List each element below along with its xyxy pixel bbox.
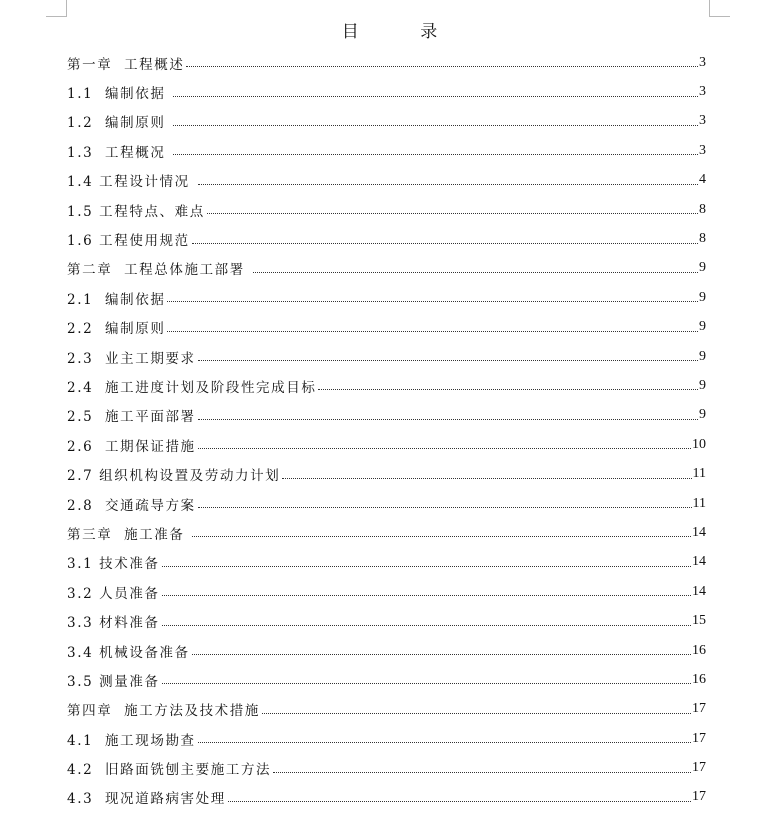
toc-entry-label: 1.2 编制原则 [67,115,172,132]
crop-mark-top-right-vertical [709,0,710,16]
toc-entry[interactable] [67,665,706,694]
toc-entry[interactable] [67,77,706,106]
toc-entry[interactable] [67,724,706,753]
crop-mark-top-left-vertical [66,0,67,16]
toc-entry-page-number: 9 [699,260,706,276]
toc-entry-label: 2.2 编制原则 [67,321,166,338]
toc-entry-label: 第四章 施工方法及技术措施 [67,703,260,720]
toc-entry-label: 3.2 人员准备 [67,585,160,602]
toc-entry[interactable] [67,371,706,400]
toc-entry-page-number: 9 [699,319,706,335]
toc-entry-label: 4.3 现况道路病害处理 [67,791,226,808]
toc-entry[interactable] [67,548,706,577]
toc-entry-label: 1.3 工程概况 [67,144,172,161]
toc-entry-label: 2.8 交通疏导方案 [67,497,196,514]
toc-entry[interactable] [67,224,706,253]
toc-entry-label: 2.6 工期保证措施 [67,438,196,455]
toc-dot-leader [198,507,692,508]
toc-dot-leader [173,125,698,126]
toc-dot-leader [198,184,698,185]
toc-entry[interactable] [67,636,706,665]
toc-dot-leader [192,654,691,655]
toc-dot-leader [192,243,698,244]
toc-entry[interactable] [67,753,706,782]
toc-entry-page-number: 14 [692,583,706,599]
toc-entry[interactable] [67,401,706,430]
toc-dot-leader [162,625,691,626]
toc-entry-label: 3.1 技术准备 [67,556,160,573]
toc-entry[interactable] [67,48,706,77]
toc-entry-page-number: 10 [692,436,706,452]
toc-entry[interactable] [67,459,706,488]
toc-dot-leader [198,360,698,361]
toc-entry-page-number: 11 [692,466,706,482]
toc-entry-page-number: 9 [699,377,706,393]
toc-entry-page-number: 16 [692,642,706,658]
toc-entry-page-number: 15 [692,613,706,629]
toc-entry[interactable] [67,430,706,459]
toc-entry-label: 2.4 施工进度计划及阶段性完成目标 [67,379,317,396]
toc-dot-leader [207,213,698,214]
toc-dot-leader [167,301,698,302]
toc-dot-leader [162,595,691,596]
toc-entry-label: 第一章 工程概述 [67,56,185,73]
toc-entry-page-number: 14 [692,524,706,540]
toc-entry[interactable] [67,283,706,312]
toc-entry-page-number: 9 [699,289,706,305]
toc-entry-label: 2.5 施工平面部署 [67,409,196,426]
toc-entry-page-number: 9 [699,407,706,423]
toc-entry[interactable] [67,136,706,165]
toc-dot-leader [198,742,691,743]
toc-entry[interactable] [67,606,706,635]
toc-entry-page-number: 3 [699,142,706,158]
toc-title: 目 录 [341,22,466,42]
toc-entry-label: 4.2 旧路面铣刨主要施工方法 [67,762,272,779]
toc-entry-page-number: 16 [692,671,706,687]
toc-entry-label: 4.1 施工现场勘查 [67,732,196,749]
toc-entry-page-number: 17 [692,730,706,746]
toc-dot-leader [162,683,691,684]
toc-dot-leader [262,713,691,714]
toc-entry[interactable] [67,577,706,606]
toc-entry-page-number: 14 [692,554,706,570]
toc-entry-label: 1.1 编制依据 [67,86,172,103]
toc-entry-label: 1.4 工程设计情况 [67,174,196,191]
toc-entry-label: 3.5 测量准备 [67,673,160,690]
toc-entry[interactable] [67,489,706,518]
toc-dot-leader [253,272,698,273]
toc-entry-label: 1.6 工程使用规范 [67,233,190,250]
toc-dot-leader [198,448,691,449]
toc-entry-label: 3.4 机械设备准备 [67,644,190,661]
toc-entry-page-number: 11 [692,495,706,511]
toc-dot-leader [162,566,691,567]
toc-dot-leader [173,96,698,97]
toc-dot-leader [173,154,698,155]
toc-dot-leader [318,389,698,390]
toc-entry-page-number: 8 [699,201,706,217]
toc-entry-label: 2.1 编制依据 [67,291,166,308]
toc-entry-page-number: 3 [699,84,706,100]
toc-entry-label: 2.7 组织机构设置及劳动力计划 [67,468,281,485]
toc-dot-leader [192,536,691,537]
toc-entry[interactable] [67,107,706,136]
toc-dot-leader [228,801,691,802]
toc-entry[interactable] [67,313,706,342]
table-of-contents [67,48,706,812]
toc-dot-leader [273,772,691,773]
toc-entry-label: 2.3 业主工期要求 [67,350,196,367]
toc-dot-leader [167,331,698,332]
toc-entry-label: 第三章 施工准备 [67,526,191,543]
toc-entry-page-number: 17 [692,789,706,805]
toc-dot-leader [186,66,698,67]
toc-entry[interactable] [67,195,706,224]
toc-entry-page-number: 8 [699,231,706,247]
toc-entry-page-number: 4 [699,172,706,188]
toc-entry[interactable] [67,254,706,283]
toc-entry-page-number: 9 [699,348,706,364]
toc-entry[interactable] [67,166,706,195]
toc-dot-leader [282,478,691,479]
toc-entry-label: 1.5 工程特点、难点 [67,203,205,220]
toc-entry-label: 3.3 材料准备 [67,615,160,632]
toc-entry-label: 第二章 工程总体施工部署 [67,262,251,279]
toc-entry-page-number: 3 [699,113,706,129]
toc-entry-page-number: 3 [699,54,706,70]
toc-entry[interactable] [67,783,706,812]
toc-entry-page-number: 17 [692,760,706,776]
toc-dot-leader [198,419,698,420]
toc-entry[interactable] [67,342,706,371]
toc-entry-page-number: 17 [692,701,706,717]
toc-entry[interactable] [67,518,706,547]
toc-entry[interactable] [67,695,706,724]
